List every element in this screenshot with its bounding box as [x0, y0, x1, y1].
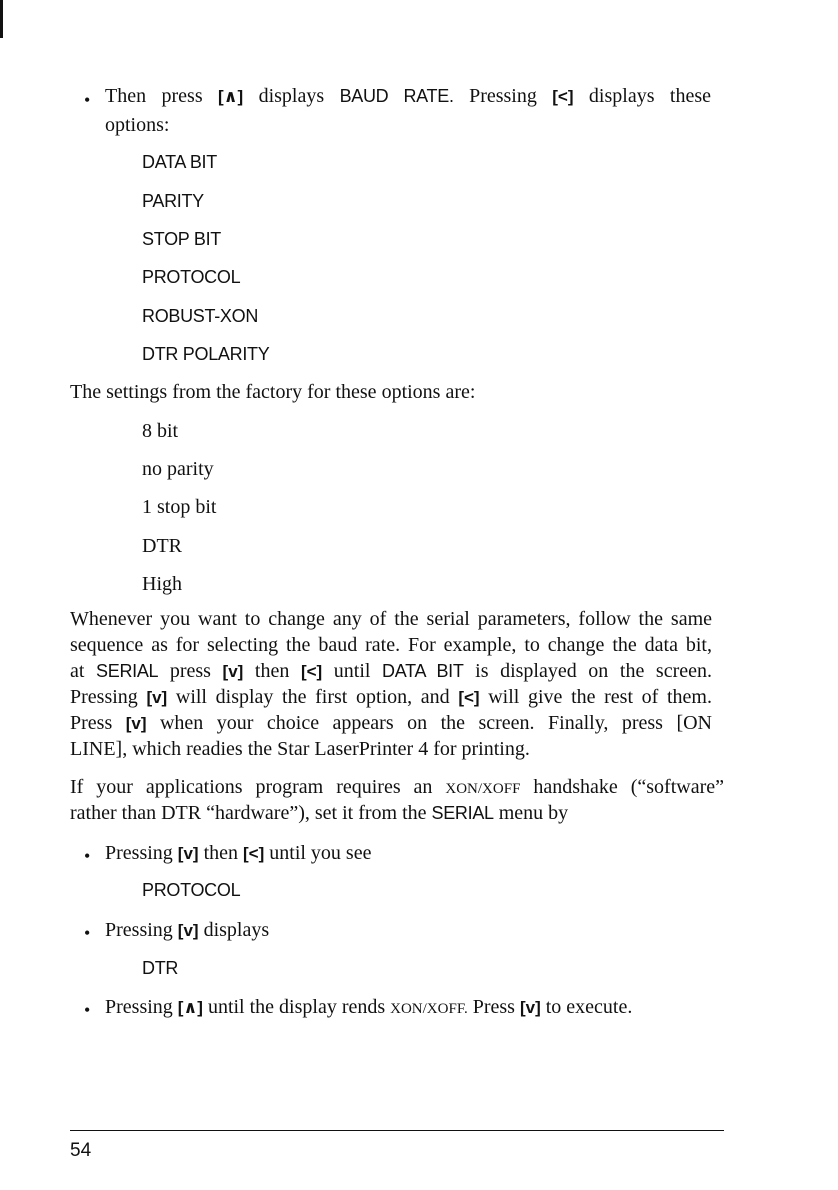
- para2-line-2: rather than DTR “hardware”), set it from the SERIAL menu by: [70, 802, 569, 824]
- baud-rate-term: BAUD RATE.: [339, 86, 454, 106]
- intro-bullet-line-2: options:: [105, 114, 170, 136]
- bullet-marker: •: [84, 923, 91, 943]
- page-number: 54: [70, 1140, 92, 1161]
- footer-rule: [70, 1130, 724, 1131]
- up-key-label: [∧]: [177, 998, 203, 1017]
- data-bit-term: DATA BIT: [382, 661, 464, 681]
- left-key-label: [<]: [458, 688, 480, 707]
- xon-xoff-term: XON/XOFF: [445, 781, 521, 797]
- option-item: STOP BIT: [142, 229, 221, 249]
- down-key-label: [v]: [177, 844, 199, 863]
- para1-line-4: Pressing [v] will display the first option, and [<] will give the rest of them.: [70, 686, 712, 708]
- down-key-label: [v]: [125, 714, 147, 733]
- down-key-label: [v]: [519, 998, 541, 1017]
- para2-line-1: If your applications program requires an XON/XOFF handshake (“software”: [70, 776, 724, 798]
- option-item: ROBUST-XON: [142, 306, 259, 326]
- factory-setting-item: DTR: [142, 535, 182, 557]
- step-1-display: PROTOCOL: [142, 880, 241, 900]
- bullet-marker: •: [84, 90, 91, 110]
- step-2-display: DTR: [142, 958, 179, 978]
- para1-line-3: at SERIAL press [v] then [<] until DATA BIT is displayed on the screen.: [70, 660, 712, 682]
- down-key-label: [v]: [222, 662, 244, 681]
- step-2-text: Pressing [v] displays: [105, 919, 270, 941]
- left-key-label: [<]: [243, 844, 265, 863]
- para1-line-6: LINE], which readies the Star LaserPrinter 4 for printing.: [70, 738, 530, 760]
- serial-term: SERIAL: [431, 803, 494, 823]
- scan-edge-mark: [0, 0, 3, 38]
- factory-setting-item: no parity: [142, 458, 214, 480]
- bullet-marker: •: [84, 846, 91, 866]
- factory-setting-item: 1 stop bit: [142, 496, 217, 518]
- left-key-label: [<]: [300, 662, 323, 681]
- intro-bullet-line-1: Then press [∧] displays BAUD RATE. Pressing [<] displays these: [105, 85, 711, 107]
- serial-term: SERIAL: [96, 661, 159, 681]
- up-key-label: [∧]: [218, 87, 244, 106]
- xon-xoff-term: XON/XOFF.: [390, 1001, 468, 1017]
- factory-setting-item: 8 bit: [142, 420, 179, 442]
- option-item: DATA BIT: [142, 152, 217, 172]
- para1-line-2: sequence as for selecting the baud rate. For example, to change the data bit,: [70, 634, 712, 656]
- option-item: PROTOCOL: [142, 267, 241, 287]
- option-item: PARITY: [142, 191, 204, 211]
- down-key-label: [v]: [177, 921, 199, 940]
- step-3-text: Pressing [∧] until the display rends XON/XOFF. Press [v] to execute.: [105, 996, 633, 1018]
- left-key-label: [<]: [552, 87, 574, 106]
- bullet-marker: •: [84, 1000, 91, 1020]
- down-key-label: [v]: [146, 688, 168, 707]
- factory-settings-intro: The settings from the factory for these options are:: [70, 381, 476, 403]
- option-item: DTR POLARITY: [142, 344, 270, 364]
- step-1-text: Pressing [v] then [<] until you see: [105, 842, 372, 864]
- factory-setting-item: High: [142, 573, 182, 595]
- para1-line-5: Press [v] when your choice appears on the screen. Finally, press [ON: [70, 712, 712, 734]
- para1-line-1: Whenever you want to change any of the serial parameters, follow the same: [70, 608, 712, 630]
